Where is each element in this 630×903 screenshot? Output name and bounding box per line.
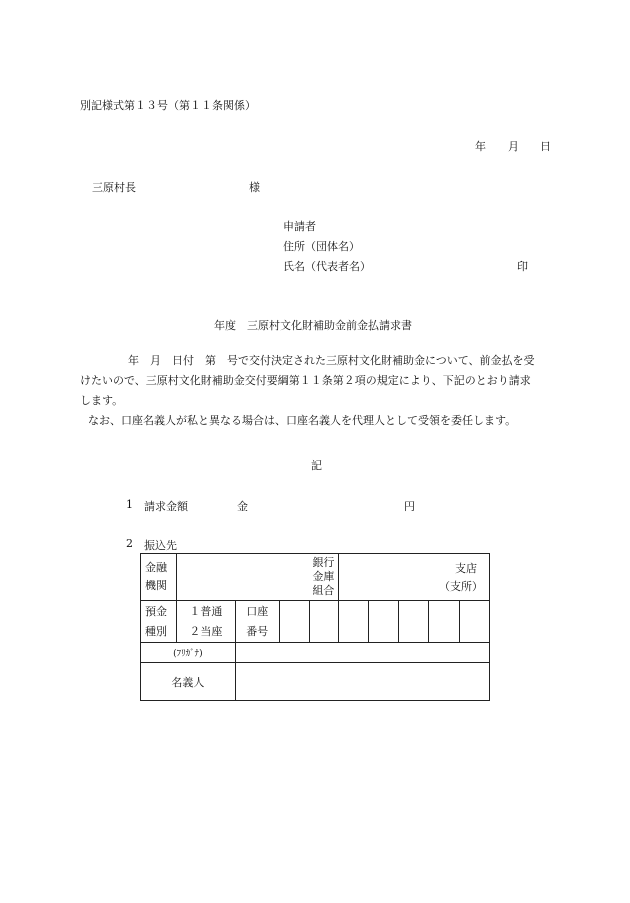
seal-mark: 印 [517, 260, 528, 273]
account-digit-5[interactable] [399, 601, 429, 643]
item1-prefix: 金 [237, 500, 248, 513]
account-digit-4[interactable] [369, 601, 399, 643]
item2-label: 振込先 [144, 539, 177, 552]
body-line-3: します。 [80, 394, 124, 407]
item1-number: 1 [126, 498, 133, 511]
account-number-label: 口座 番号 [235, 601, 279, 643]
account-digit-7[interactable] [460, 601, 490, 643]
deposit-type-label: 預金 種別 [141, 601, 177, 643]
deposit-type-options[interactable]: １普通 ２当座 [176, 601, 235, 643]
account-digit-6[interactable] [429, 601, 460, 643]
institution-label: 金融 機関 [141, 554, 177, 601]
branch-type-options: 支店 （支所） [439, 562, 483, 593]
account-digit-2[interactable] [309, 601, 339, 643]
addressee-honorific: 様 [249, 181, 260, 194]
date-year: 年 [475, 140, 486, 153]
body-line-2: けたいので、三原村文化財補助金交付要綱第１１条第２項の規定により、下記のとおり請求 [80, 374, 531, 387]
bank-name-cell[interactable] [176, 554, 339, 601]
applicant-address: 住所（団体名） [283, 240, 360, 253]
body-line-1: 年 月 日付 第 号で交付決定された三原村文化財補助金について、前金払を受 [128, 354, 535, 367]
furigana-label: (ﾌﾘｶﾞﾅ) [141, 643, 236, 663]
furigana-field[interactable] [235, 643, 489, 663]
body-text [80, 351, 552, 431]
account-digit-3[interactable] [339, 601, 369, 643]
account-digit-1[interactable] [279, 601, 309, 643]
branch-name-cell[interactable] [339, 554, 490, 601]
body-line-4: なお、口座名義人が私と異なる場合は、口座名義人を代理人として受領を委任します。 [88, 414, 517, 427]
applicant-label: 申請者 [283, 220, 316, 233]
date-month: 月 [508, 140, 519, 153]
date-day: 日 [540, 140, 551, 153]
account-holder-field[interactable] [235, 663, 489, 701]
form-number: 別記様式第１３号（第１１条関係） [80, 99, 256, 112]
bank-account-table [140, 553, 490, 701]
applicant-name: 氏名（代表者名） [283, 260, 371, 273]
item1-label: 請求金額 [144, 500, 188, 513]
addressee-name: 三原村長 [92, 181, 136, 194]
document-title: 年度 三原村文化財補助金前金払請求書 [214, 319, 412, 332]
bank-type-options: 銀行 金庫 組合 [312, 556, 335, 597]
item2-number: 2 [126, 537, 133, 550]
item1-unit: 円 [404, 500, 415, 513]
ki-heading: 記 [311, 459, 322, 472]
account-holder-label: 名義人 [141, 663, 236, 701]
